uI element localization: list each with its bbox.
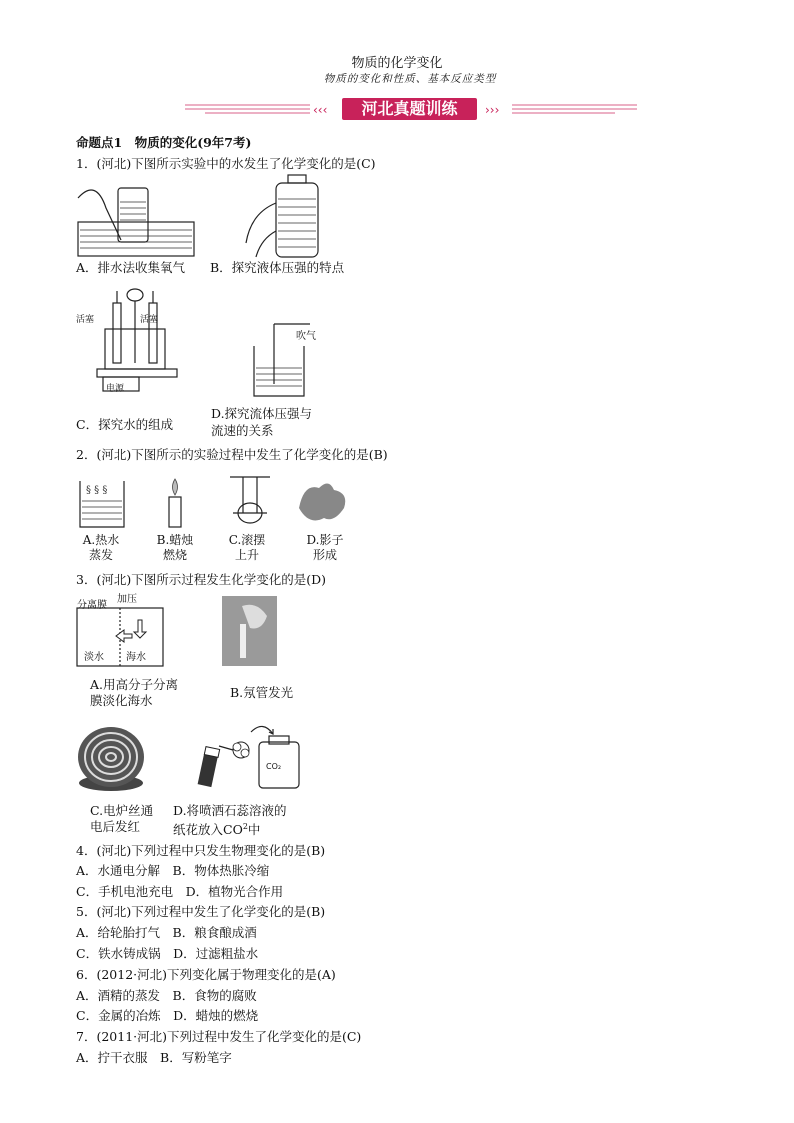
q3-option-b: B.氖管发光 <box>230 685 294 700</box>
q1-figure-a <box>76 178 206 258</box>
q1-option-a: A．排水法收集氧气 <box>76 260 186 275</box>
q4-options-line1: A．水通电分解 B．物体热胀冷缩 <box>76 863 270 878</box>
q2-caption-b-line2: 燃烧 <box>162 548 187 562</box>
q6-options-line2: C．金属的冶炼 D．蜡烛的燃烧 <box>76 1008 259 1023</box>
q3-option-c-line2: 电后发红 <box>90 819 141 834</box>
q2-stem: 2．(河北)下图所示的实验过程中发生了化学变化的是(B) <box>76 447 388 462</box>
q6-stem: 6．(2012·河北)下列变化属于物理变化的是(A) <box>76 967 336 982</box>
q1-option-b: B．探究液体压强的特点 <box>210 260 345 275</box>
page-title: 物质的化学变化 <box>351 56 443 71</box>
q2-figure-d <box>294 478 354 528</box>
q3-label-membrane: 分离膜 <box>77 600 107 611</box>
q2-caption-c-line1: C.滚摆 <box>228 533 266 547</box>
q2-figure-a <box>78 475 128 530</box>
banner-title: 河北真题训练 <box>342 98 477 120</box>
q1-label-valve-right: 活塞 <box>140 315 159 325</box>
q3-figure-d <box>195 722 305 792</box>
q2-caption-c-line2: 上升 <box>234 548 259 562</box>
q1-option-d-line2: 流速的关系 <box>211 423 274 438</box>
svg-text:›››: ››› <box>485 103 500 117</box>
q6-options-line1: A．酒精的蒸发 B．食物的腐败 <box>76 988 257 1003</box>
q1-option-c: C．探究水的组成 <box>76 417 174 432</box>
q1-figure-b <box>246 173 346 258</box>
q2-caption-d-line1: D.影子 <box>306 533 344 547</box>
q1-label-power: 电源 <box>106 384 125 394</box>
q3-label-co2: CO₂ <box>266 762 282 771</box>
q4-stem: 4．(河北)下列过程中只发生物理变化的是(B) <box>76 843 326 858</box>
q3-label-fresh-water: 淡水 <box>84 652 104 663</box>
svg-text:‹‹‹: ‹‹‹ <box>313 103 328 117</box>
q1-option-d-line1: D.探究流体压强与 <box>211 406 313 421</box>
q2-caption-a-line1: A.热水 <box>82 533 120 547</box>
q5-options-line2: C．铁水铸成锅 D．过滤粗盐水 <box>76 946 259 961</box>
q2-caption-a-line2: 蒸发 <box>88 548 113 562</box>
q7-stem: 7．(2011·河北)下列过程中发生了化学变化的是(C) <box>76 1029 362 1044</box>
q5-stem: 5．(河北)下列过程中发生了化学变化的是(B) <box>76 904 326 919</box>
q3-option-d-line1: D.将喷洒石蕊溶液的 <box>173 803 287 818</box>
q5-options-line1: A．给轮胎打气 B．粮食酿成酒 <box>76 925 257 940</box>
q3-option-d-line2: 纸花放入$CO^2$中 <box>173 822 261 838</box>
q3-label-sea-water: 海水 <box>126 652 146 663</box>
q2-figure-c <box>225 475 275 530</box>
q3-option-a-line2: 膜淡化海水 <box>90 693 153 708</box>
q3-figure-b <box>222 596 277 666</box>
q7-options-line1: A．拧干衣服 B．写粉笔字 <box>76 1050 232 1065</box>
q2-figure-b <box>160 475 190 530</box>
q3-stem: 3．(河北)下图所示过程发生化学变化的是(D) <box>76 572 326 587</box>
q1-label-valve-left: 活塞 <box>76 315 95 325</box>
q1-label-blow: 吹气 <box>296 331 316 342</box>
q3-figure-c <box>76 723 146 793</box>
section-heading: 命题点1 物质的变化(9年7考) <box>76 135 252 150</box>
q2-caption-b-line1: B.蜡烛 <box>156 533 194 547</box>
q3-option-c-line1: C.电炉丝通 <box>90 803 154 818</box>
q3-option-a-line1: A.用高分子分离 <box>90 677 179 692</box>
q2-caption-d-line2: 形成 <box>312 548 337 562</box>
page-subtitle: 物质的变化和性质、基本反应类型 <box>323 73 497 85</box>
q3-label-pressure: 加压 <box>117 594 137 605</box>
q1-figure-d <box>250 318 330 398</box>
q4-options-line2: C．手机电池充电 D．植物光合作用 <box>76 884 284 899</box>
svg-text:§ § §: § § § <box>86 485 108 496</box>
q1-stem: 1．(河北)下图所示实验中的水发生了化学变化的是(C) <box>76 156 376 171</box>
